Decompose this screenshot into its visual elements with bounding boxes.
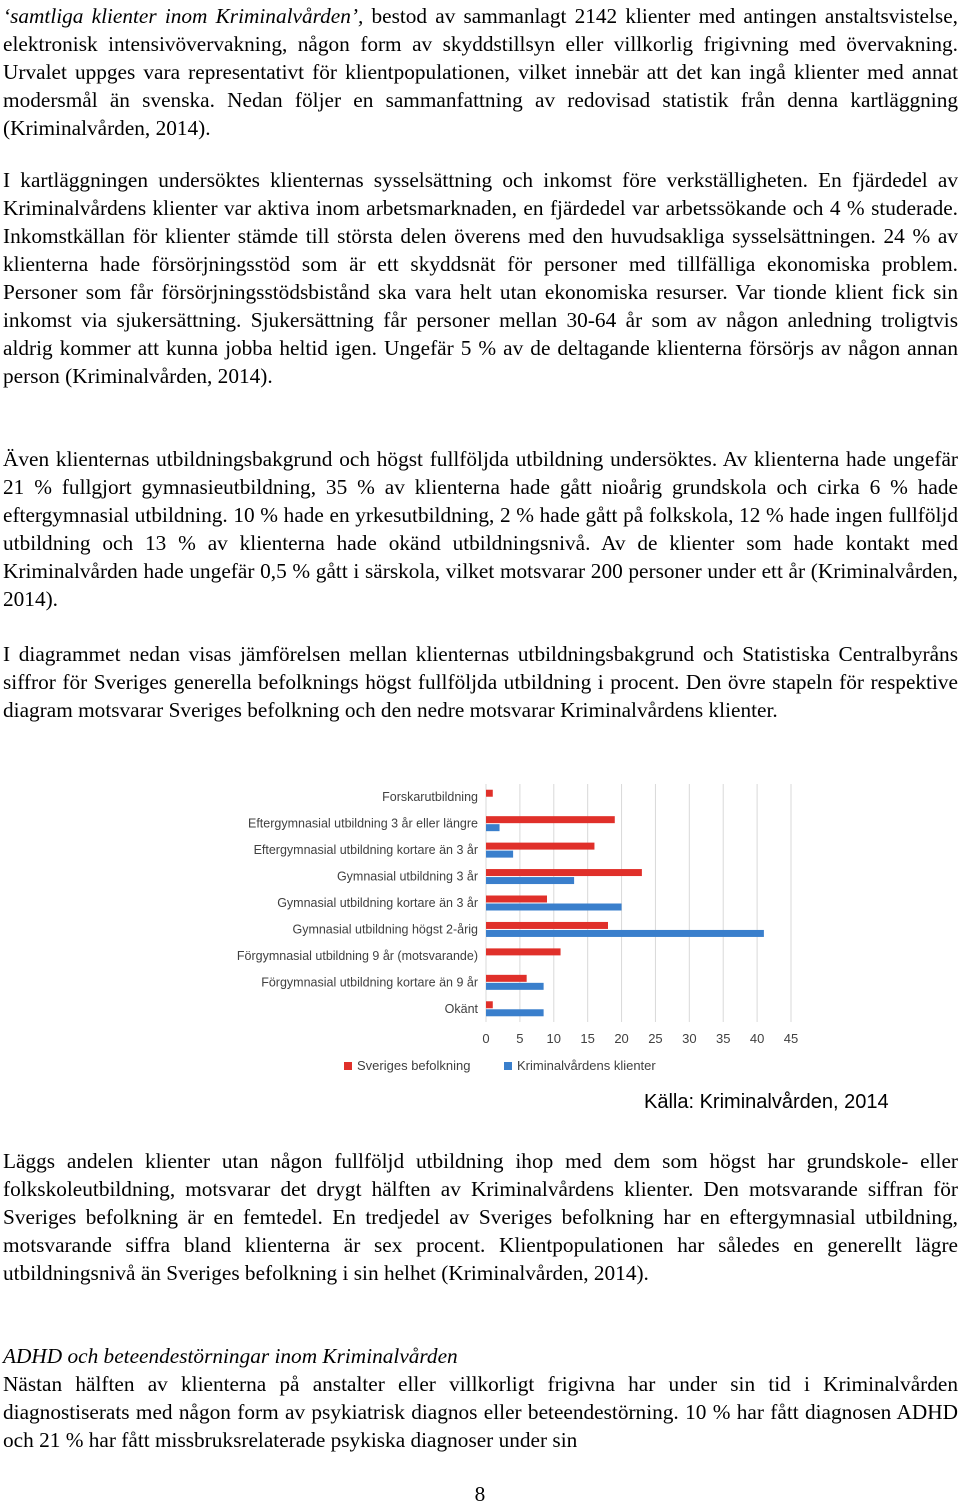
bar-klienter — [486, 930, 764, 937]
paragraph-summary: Läggs andelen klienter utan någon fullföljd utbildning ihop med dem som högst har grundskole- eller folkskoleutbildning, motsvarar det drygt hälften av Kriminalvårdens klienter. Den motsvarande siffran för Sveriges befolkning är en femtedel. En tredjedel av Sveriges befolkning har en eftergymnasial utbildning, motsvarande siffra bland klienterna är sex procent. Klientpopulationen har således en generellt lägre utbildningsnivå än Sveriges befolkning i sin helhet (Kriminalvården, 2014). — [3, 1149, 958, 1285]
legend-label: Kriminalvårdens klienter — [517, 1058, 656, 1073]
category-label: Eftergymnasial utbildning 3 år eller längre — [248, 816, 478, 831]
paragraph-adhd: Nästan hälften av klienterna på anstalter eller villkorligt frigivna har under sin tid i Kriminalvården diagnostiserats med någon form av psykiatrisk diagnos eller beteendestörning. 10 % har fått diagnosen ADHD och 21 % har fått missbruksrelaterade psykiska diagnoser under sin — [3, 1372, 958, 1452]
paragraph-education: Även klienternas utbildningsbakgrund och högst fullföljda utbildning undersöktes. Av klienterna hade ungefär 21 % fullgjort gymnasieutbildning, 35 % av klienterna hade gått nioårig grundskola och cirka 6 % hade eftergymnasial utbildning. 10 % hade en yrkesutbildning, 2 % hade gått på folkskola, 12 % hade ingen fullföljd utbildning och 13 % av klienterna hade okänd utbildningsnivå. Av de klienter som hade kontakt med Kriminalvården hade ungefär 0,5 % gått i särskola, vilket motsvarar 200 personer under ett år (Kriminalvården, 2014). — [3, 447, 958, 611]
legend-swatch — [344, 1062, 352, 1070]
bar-klienter — [486, 1009, 544, 1016]
bar-klienter — [486, 824, 500, 831]
bar-klienter — [486, 904, 622, 911]
bar-klienter — [486, 877, 574, 884]
section-heading: ADHD och beteendestörningar inom Kriminalvården — [3, 1344, 458, 1368]
x-tick-label: 15 — [580, 1031, 595, 1046]
bar-sverige — [486, 922, 608, 929]
x-tick-label: 45 — [783, 1031, 799, 1046]
bar-sverige — [486, 1001, 493, 1008]
paragraph-employment: I kartläggningen undersöktes klienternas sysselsättning och inkomst före verkställigheten. En fjärdedel av Kriminalvårdens klienter var aktiva inom arbetsmarknaden, en fjärdedel var arbetssökande och 4 % studerade. Inkomstkällan för klienter stämde till största delen överens med den huvudsakliga sysselsättningen. 24 % av klienterna hade försörjningsstöd som är ett skyddsnät för personer med tillfälliga ekonomiska problem. Personer som får försörjningsstödsbistånd ska vara helt utan ekonomiska resurser. Var tionde klient fick sin inkomst via sjukersättning. Sjukersättning får personer mellan 30-64 år som av någon anledning troligtvis aldrig kommer att kunna jobba heltid igen. Ungefär 5 % av de deltagande klienterna försörjs av någon annan person (Kriminalvården, 2014). — [3, 168, 958, 388]
bar-sverige — [486, 816, 615, 823]
x-tick-label: 30 — [682, 1031, 697, 1046]
bar-sverige — [486, 790, 493, 797]
category-label: Gymnasial utbildning högst 2-årig — [292, 922, 478, 937]
x-tick-label: 40 — [749, 1031, 765, 1046]
bar-klienter — [486, 851, 513, 858]
chart-svg — [196, 776, 816, 1086]
x-tick-label: 0 — [482, 1031, 490, 1046]
bar-sverige — [486, 975, 527, 982]
bar-klienter — [486, 983, 544, 990]
paragraph-survey-intro — [3, 2, 958, 142]
bar-sverige — [486, 869, 642, 876]
legend-swatch — [504, 1062, 512, 1070]
x-tick-label: 10 — [546, 1031, 562, 1046]
chart-source-caption: Källa: Kriminalvården, 2014 — [644, 1091, 889, 1113]
legend-label: Sveriges befolkning — [357, 1058, 471, 1073]
page-number: 8 — [474, 1482, 486, 1506]
education-comparison-chart — [196, 776, 816, 1086]
bar-sverige — [486, 843, 594, 850]
x-tick-label: 35 — [715, 1031, 731, 1046]
paragraph-diagram-intro: I diagrammet nedan visas jämförelsen mellan klienternas utbildningsbakgrund och Statistiska Centralbyråns siffror för Sveriges generella befolknings högst fullföljda utbildning i procent. Den övre stapeln för respektive diagram motsvarar Sveriges befolkning och den nedre motsvarar Kriminalvårdens klienter. — [3, 642, 958, 722]
category-label: Förgymnasial utbildning kortare än 9 år — [261, 975, 478, 990]
category-label: Forskarutbildning — [382, 790, 478, 805]
category-label: Okänt — [444, 1001, 478, 1016]
category-label: Gymnasial utbildning 3 år — [336, 869, 478, 884]
category-label: Gymnasial utbildning kortare än 3 år — [277, 896, 478, 910]
x-tick-label: 20 — [614, 1031, 629, 1046]
category-label: Förgymnasial utbildning 9 år (motsvarande) — [236, 948, 478, 963]
x-tick-label: 25 — [648, 1031, 663, 1046]
paragraph-body: bestod av sammanlagt 2142 klienter med antingen anstaltsvistelse, elektronisk intensivövervakning, någon form av skyddstillsyn eller villkorlig frigivning med övervakning. Urvalet uppges vara representativt för klientpopulationen, vilket innebär att det kan ingå klienter med annat modersmål än svenska. Nedan följer en sammanfattning av redovisad statistik från denna kartläggning (Kriminalvården, 2014). — [3, 4, 958, 140]
x-tick-label: 5 — [516, 1031, 524, 1046]
category-label: Eftergymnasial utbildning kortare än 3 år — [253, 843, 478, 858]
bar-sverige — [486, 896, 547, 903]
paragraph-italic-lead: ‘samtliga klienter inom Kriminalvården’, — [3, 4, 364, 28]
bar-sverige — [486, 948, 561, 955]
